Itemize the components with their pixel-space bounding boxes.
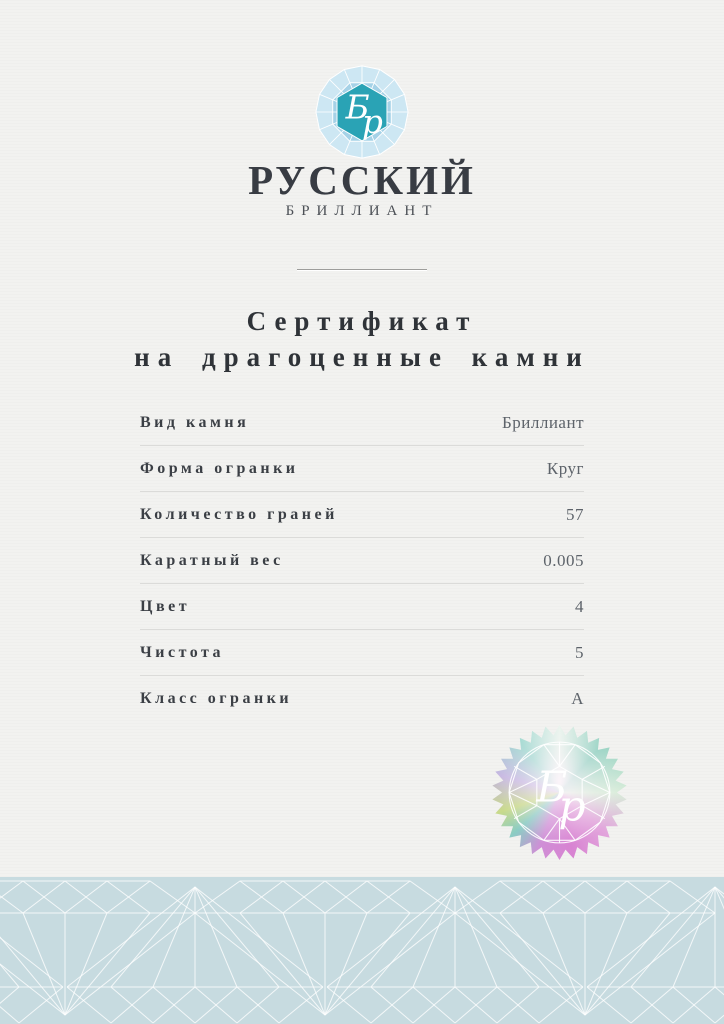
field-value: 4 [575,596,584,616]
table-row [140,446,584,492]
table-row [140,538,584,584]
diamond-pattern-band [0,877,724,1024]
holographic-seal [492,725,627,860]
header-divider [297,269,427,271]
logo-monogram-r: р [362,103,383,142]
field-label: Класс огранки [140,689,293,707]
field-value: А [571,688,584,708]
brand-logo [0,64,724,160]
field-value: 0.005 [543,550,584,570]
diamond-top-view-icon [314,64,410,160]
table-row [140,400,584,446]
certificate-title-line2: на драгоценные камни [134,342,590,372]
field-label: Вид камня [140,413,250,431]
table-row [140,676,584,721]
field-label: Форма огранки [140,459,299,477]
brand-name: РУССКИЙ [248,157,476,203]
field-value: 5 [575,642,584,662]
table-row [140,584,584,630]
certificate-title-line1: Сертификат [246,306,478,336]
field-value: 57 [566,504,584,524]
field-value: Круг [546,458,584,478]
field-value: Бриллиант [502,412,584,432]
table-row [140,630,584,676]
logo-monogram-b: Б [345,88,370,127]
seal-monogram-b: Б [536,762,568,812]
certificate-title [0,303,724,375]
field-label: Каратный вес [140,551,284,569]
seal-diamond-wireframe-icon [492,725,627,860]
field-label: Чистота [140,643,225,661]
diamond-wireframe-pattern [0,877,724,1024]
seal-monogram-r: р [558,781,586,831]
certificate-fields-table [140,400,584,721]
field-label: Количество граней [140,505,338,523]
field-label: Цвет [140,597,191,615]
brand-subtitle: БРИЛЛИАНТ [285,203,439,219]
table-row [140,492,584,538]
